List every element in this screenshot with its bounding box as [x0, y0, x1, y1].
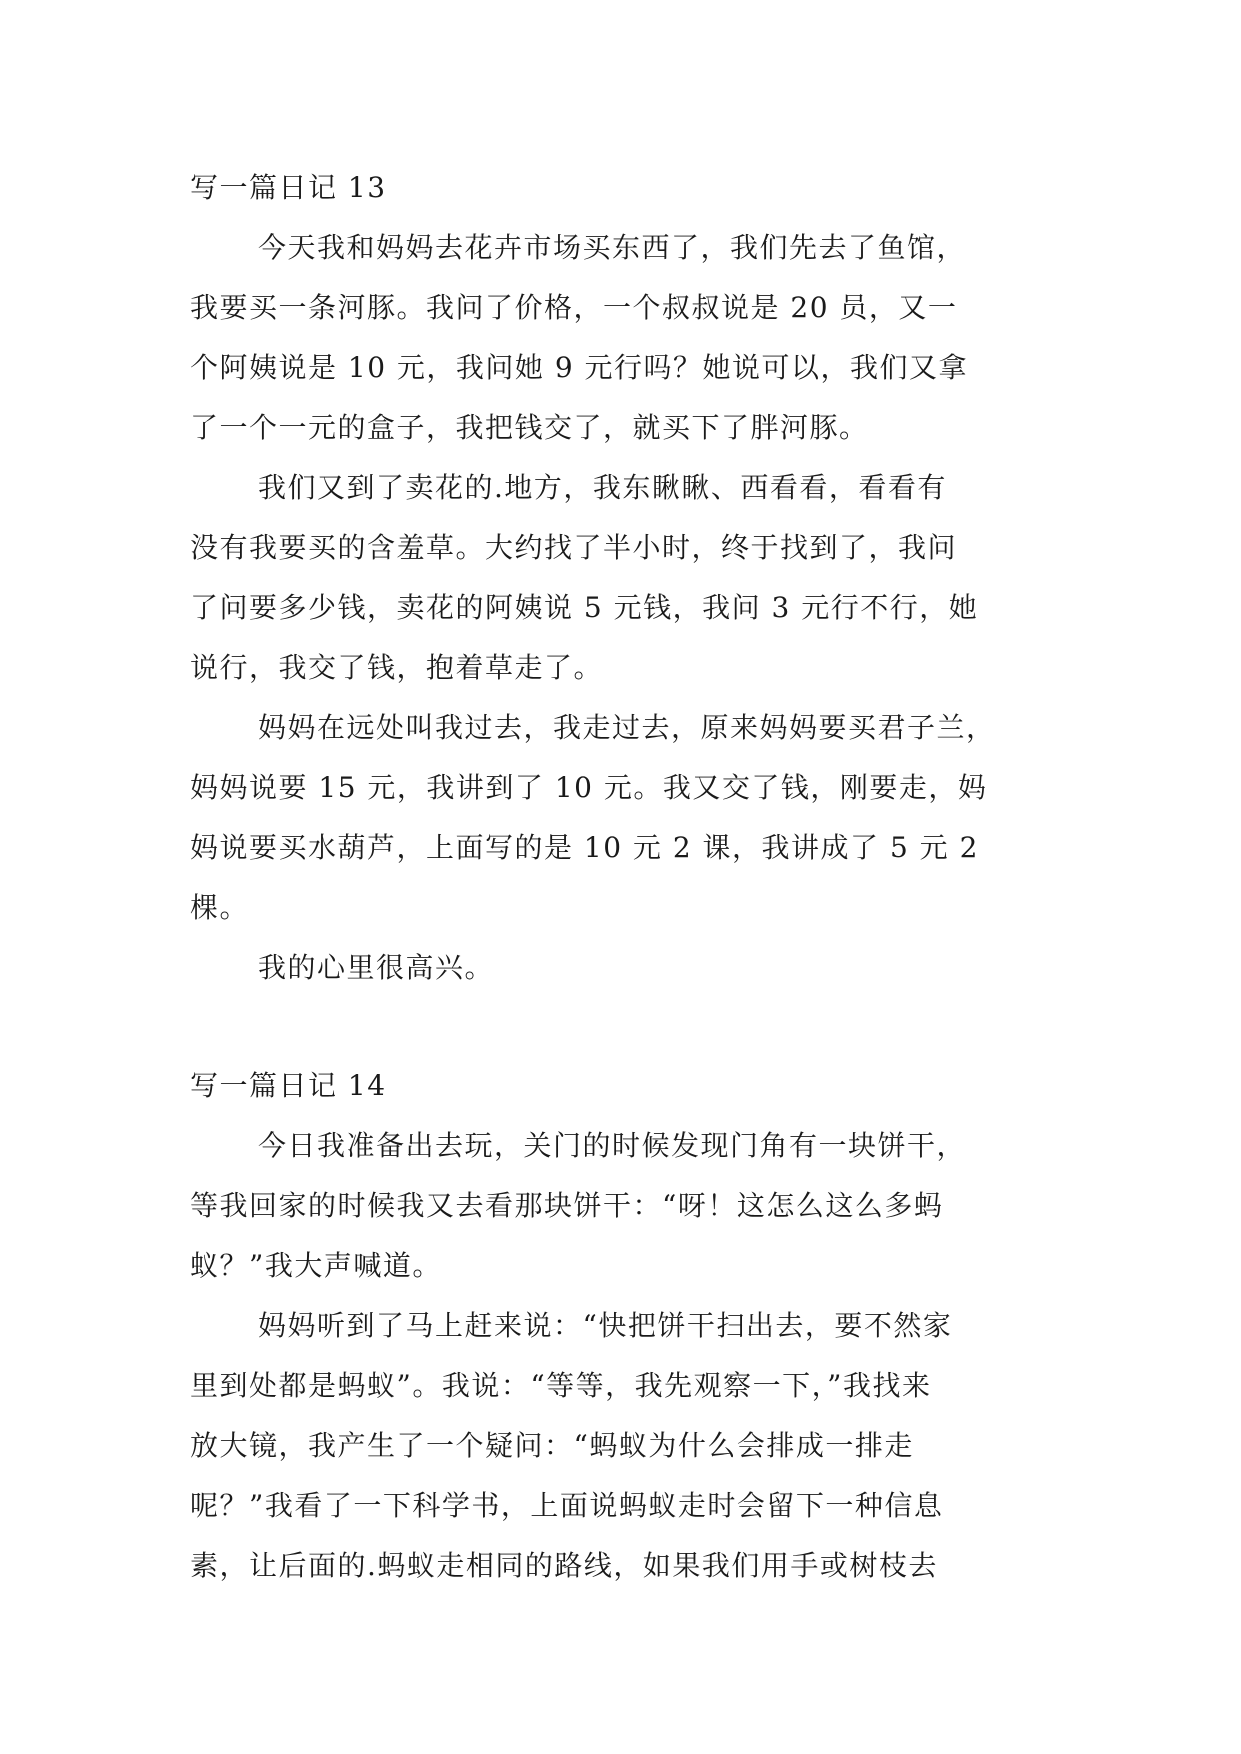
entry-title: 写一篇日记 13	[190, 171, 387, 204]
text-line: 了一个一元的盒子，我把钱交了，就买下了胖河豚。	[190, 411, 869, 444]
text-line: 我们又到了卖花的.地方，我东瞅瞅、西看看，看看有	[258, 471, 947, 504]
text-line: 今日我准备出去玩，关门的时候发现门角有一块饼干，	[258, 1129, 967, 1162]
text-line: 今天我和妈妈去花卉市场买东西了，我们先去了鱼馆，	[258, 231, 967, 264]
entry-title: 写一篇日记 14	[190, 1069, 387, 1102]
text-line: 说行，我交了钱，抱着草走了。	[190, 651, 604, 684]
paragraph	[190, 1116, 1070, 1296]
text-line: 素，让后面的.蚂蚁走相同的路线，如果我们用手或树枝去	[190, 1549, 938, 1582]
text-line: 妈妈说要 15 元，我讲到了 10 元。我又交了钱，刚要走，妈	[190, 771, 988, 804]
paragraph	[190, 698, 1070, 938]
text-line: 棵。	[190, 891, 250, 924]
paragraph	[190, 458, 1070, 698]
text-line: 等我回家的时候我又去看那块饼干：“呀！这怎么这么多蚂	[190, 1189, 944, 1222]
text-line: 个阿姨说是 10 元，我问她 9 元行吗？她说可以，我们又拿	[190, 351, 969, 384]
text-line: 蚁？”我大声喊道。	[190, 1249, 442, 1282]
paragraph	[190, 218, 1070, 458]
diary-entry-14	[190, 1056, 1070, 1596]
text-line: 我的心里很高兴。	[258, 951, 495, 984]
paragraph	[190, 1296, 1070, 1596]
text-line: 妈妈听到了马上赶来说：“快把饼干扫出去，要不然家	[258, 1309, 953, 1342]
entry-spacer	[190, 998, 1070, 1056]
text-line: 我要买一条河豚。我问了价格，一个叔叔说是 20 员，又一	[190, 291, 958, 324]
paragraph	[190, 938, 1070, 998]
text-line: 了问要多少钱，卖花的阿姨说 5 元钱，我问 3 元行不行，她	[190, 591, 979, 624]
text-line: 放大镜，我产生了一个疑问：“蚂蚁为什么会排成一排走	[190, 1429, 914, 1462]
diary-entry-13	[190, 158, 1070, 998]
text-line: 妈妈在远处叫我过去，我走过去，原来妈妈要买君子兰，	[258, 711, 996, 744]
text-line: 没有我要买的含羞草。大约找了半小时，终于找到了，我问	[190, 531, 958, 564]
text-line: 呢？”我看了一下科学书，上面说蚂蚁走时会留下一种信息	[190, 1489, 944, 1522]
document-page	[190, 158, 1070, 1596]
text-line: 里到处都是蚂蚁”。我说：“等等，我先观察一下，”我找来	[190, 1369, 932, 1402]
text-line: 妈说要买水葫芦，上面写的是 10 元 2 课，我讲成了 5 元 2	[190, 831, 979, 864]
